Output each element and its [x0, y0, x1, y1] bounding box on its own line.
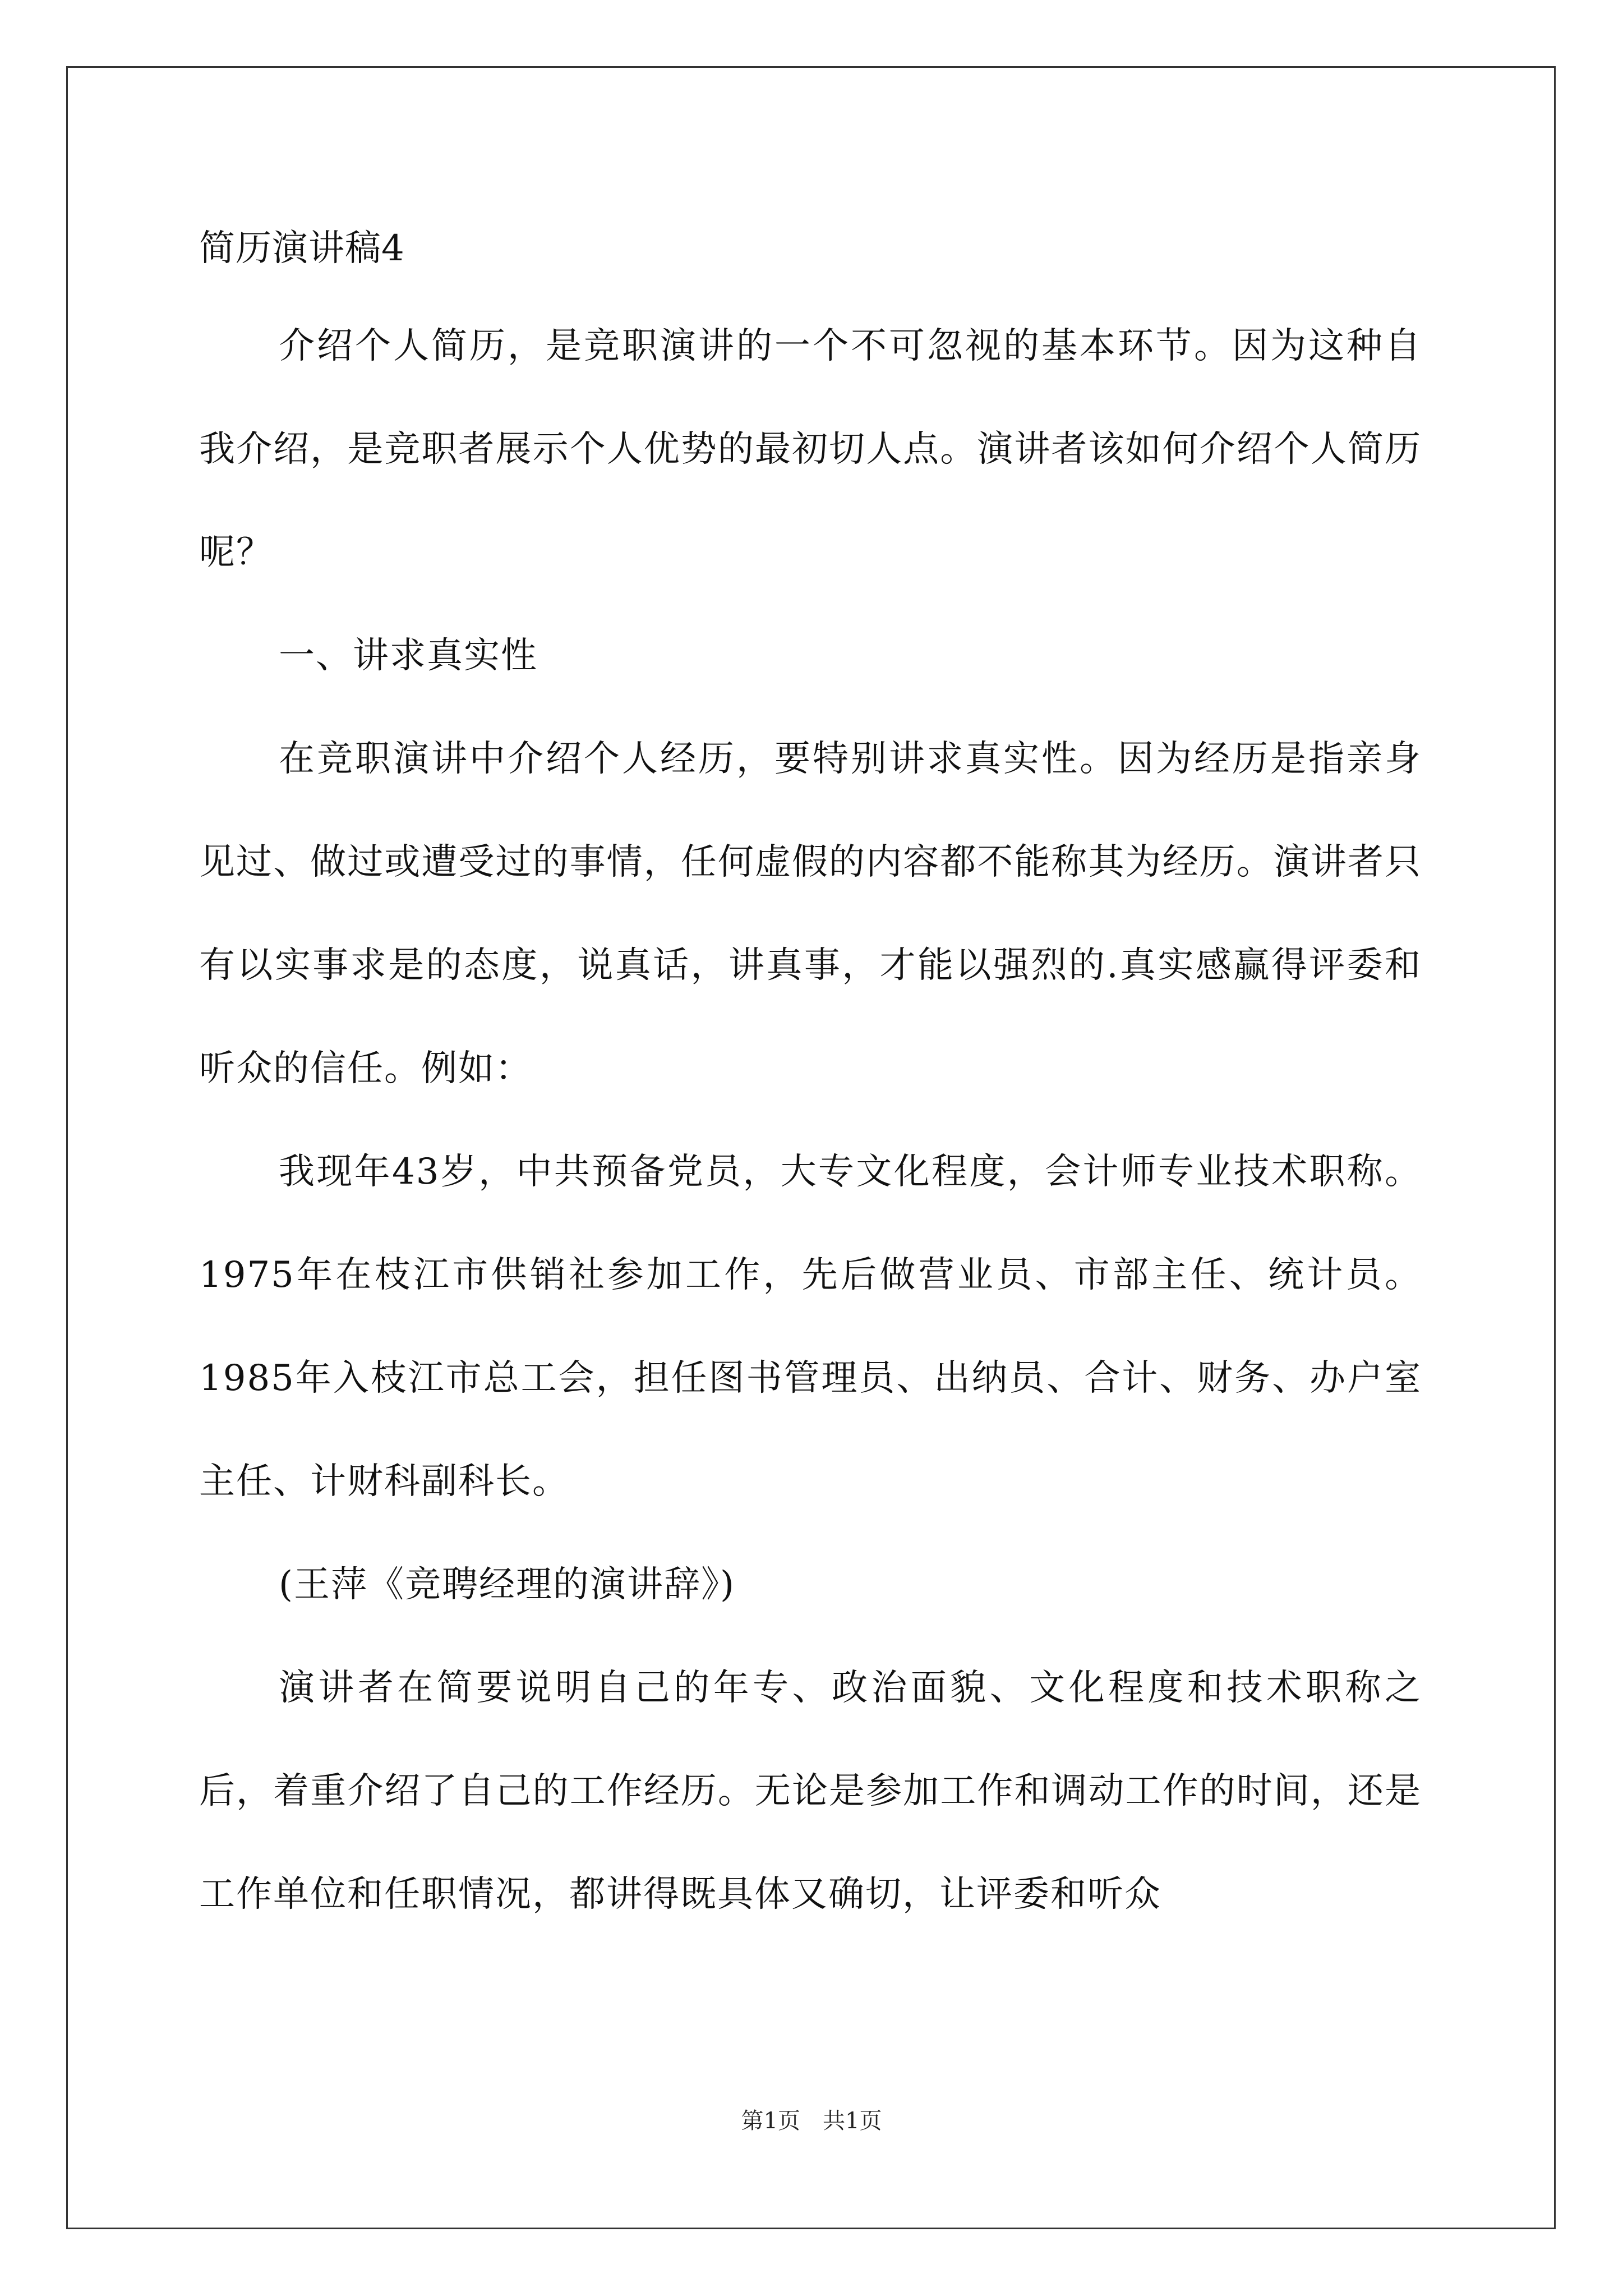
paragraph-example: 我现年43岁，中共预备党员，大专文化程度，会计师专业技术职称。1975年在枝江市供销社参加工作，先后做营业员、市部主任、统计员。1985年入枝江市总工会，担任图书管理员、出纳员、合计、财务、办户室主任、计财科副科长。	[199, 1151, 1422, 1502]
paragraph-intro: 介绍个人简历，是竞职演讲的一个不可忽视的基本环节。因为这种自我介绍，是竞职者展示个人优势的最初切人点。演讲者该如何介绍个人简历呢？	[199, 325, 1422, 573]
paragraph-truthfulness: 在竞职演讲中介绍个人经历，要特别讲求真实性。因为经历是指亲身见过、做过或遭受过的事情，任何虚假的内容都不能称其为经历。演讲者只有以实事求是的态度，说真话，讲真事，才能以强烈的.真实感赢得评委和听众的信任。例如：	[199, 738, 1422, 1089]
paragraph-analysis: 演讲者在简要说明自己的年专、政治面貌、文化程度和技术职称之后，着重介绍了自己的工作经历。无论是参加工作和调动工作的时间，还是工作单位和任职情况，都讲得既具体又确切，让评委和听众	[199, 1667, 1422, 1915]
document-title: 简历演讲稿4	[199, 228, 405, 269]
section-heading-truthfulness: 一、讲求真实性	[279, 635, 538, 677]
page-number-footer: 第1页 共1页	[741, 2108, 882, 2134]
document-body	[199, 222, 1422, 1946]
paragraph-citation: (王萍《竞聘经理的演讲辞》)	[279, 1564, 735, 1605]
